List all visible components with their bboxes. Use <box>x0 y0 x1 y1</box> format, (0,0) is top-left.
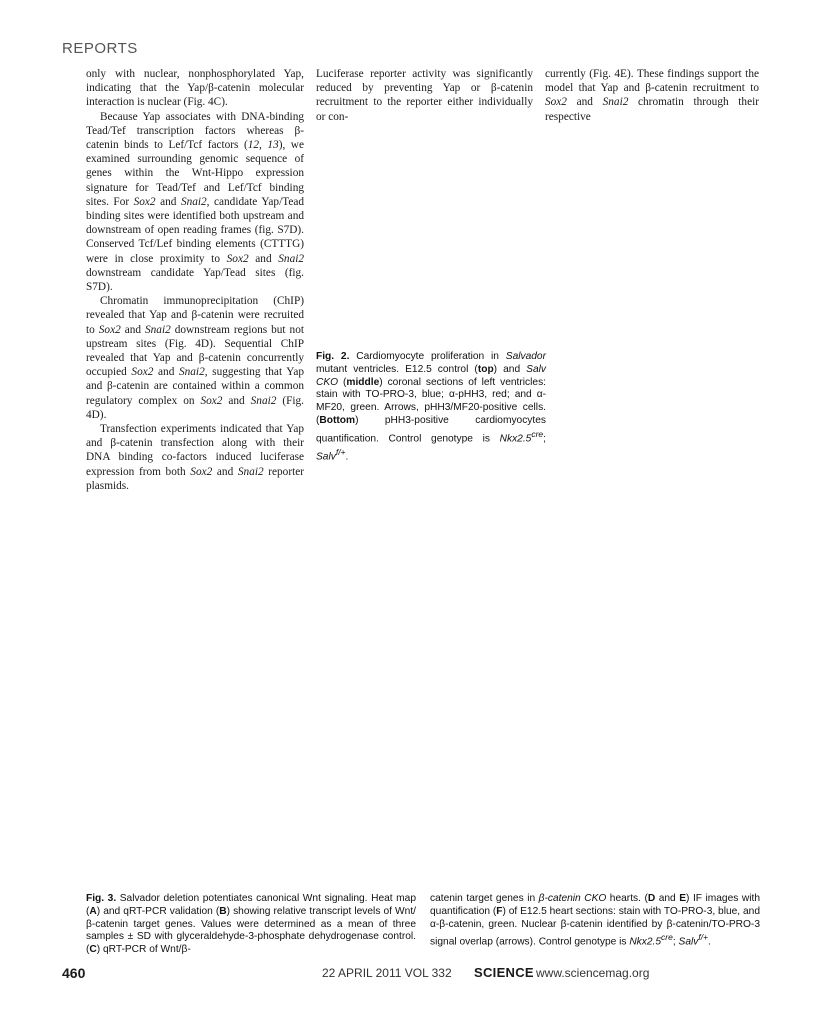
text-bold: top <box>477 363 494 375</box>
text-run: , candidate Yap/Tead binding sites were identified both upstream and downstream of open reading frames (fig. S7D). Conserved Tcf/Lef binding elements (CTTTG) were in close proximity to <box>86 195 304 265</box>
text-run: ) qRT-PCR of Wnt/β- <box>96 944 191 956</box>
text-run: and <box>222 394 251 407</box>
paragraph-1: only with nuclear, nonphosphorylated Yap, indicating that the Yap/β-catenin molecular interaction is nuclear (Fig. 4C). <box>86 68 304 109</box>
text-run: downstream regions but not upstream sites (Fig. 4D). Sequential ChIP revealed that Yap and β-catenin concurrently occupied <box>86 323 304 379</box>
text-run: , suggesting that Yap and β-catenin are contained within a common regulatory complex on <box>86 366 304 407</box>
text-run: . <box>345 451 349 463</box>
gene-sox2: Sox2 <box>98 323 121 336</box>
section-header: REPORTS <box>62 40 138 57</box>
text-bold: C <box>89 944 97 956</box>
gene-snai2: Snai2 <box>278 252 304 265</box>
figure-3-caption-left <box>86 893 416 957</box>
text-run: Transfection experiments indicated that Yap and β-catenin transfection along with their DNA binding co-factors induced luciferase expression from both <box>86 423 304 478</box>
text-run: Cardiomyocyte proliferation in <box>349 351 506 362</box>
text-run: ) of E12.5 heart sections: stain with TO-PRO-3, blue, and α-β-catenin, green. Nuclear β-catenin identified by β-catenin/TO-PRO-3 signal overlap (arrows). Control genotype is <box>430 905 760 948</box>
figure-label: Fig. 3. <box>86 893 117 904</box>
paragraph-6 <box>545 67 759 124</box>
text-run: and <box>212 465 238 478</box>
text-superscript: cre <box>531 428 544 439</box>
paragraph-5: Luciferase reporter activity was significantly reduced by preventing Yap or β-catenin recruitment to the reporter either individually or con- <box>316 68 533 123</box>
journal-url: www.sciencemag.org <box>536 966 650 980</box>
text-run: reporter plasmids. <box>86 465 305 492</box>
text-run: ), we examined surrounding genomic sequence of genes within the Wnt-Hippo expression signature for Tead/Tef and Lef/Tcf binding sites. For <box>86 139 304 208</box>
gene-snai2: Snai2 <box>237 465 264 478</box>
text-bold: middle <box>346 376 380 388</box>
text-superscript: f/+ <box>698 932 709 943</box>
text-run: ) pHH3-positive cardiomyocytes quantification. Control genotype is <box>316 414 546 445</box>
gene-snai2: Snai2 <box>250 394 277 407</box>
text-run: ; <box>672 936 679 948</box>
gene-sox2: Sox2 <box>226 252 249 265</box>
gene-sox2: Sox2 <box>200 394 223 407</box>
page-footer <box>62 965 762 983</box>
text-bold: A <box>89 905 97 917</box>
text-italic: β-catenin CKO <box>538 893 607 904</box>
text-run: ; <box>543 433 546 445</box>
paragraph-4 <box>86 422 304 493</box>
journal-name: SCIENCE <box>474 965 534 980</box>
text-run: Salvador deletion potentiates canonical Wnt signaling. Heat map ( <box>86 893 416 917</box>
figure-2-caption <box>316 351 546 464</box>
paragraph-2 <box>86 110 304 295</box>
body-column-1 <box>86 67 304 493</box>
paragraph-3 <box>86 294 304 422</box>
gene-snai2: Snai2 <box>180 195 207 208</box>
gene-sox2: Sox2 <box>545 96 567 109</box>
text-run: catenin target genes in <box>430 893 539 904</box>
text-bold: F <box>496 905 503 917</box>
text-run: ) showing relative transcript levels of Wnt/β-catenin target genes. Values were determined as a mean of three samples ± SD with glyceraldehyde-3-phosphate dehydrogenase control. ( <box>86 905 416 956</box>
text-run: and <box>566 96 603 109</box>
text-bold: B <box>219 905 227 917</box>
text-run: and <box>655 893 680 904</box>
reference-13: 13 <box>267 139 279 152</box>
page-number: 460 <box>62 965 86 981</box>
reference-12: 12 <box>247 139 260 152</box>
text-run: Chromatin immunoprecipitation (ChIP) revealed that Yap and β-catenin were recruited to <box>86 295 304 336</box>
text-run: hearts. ( <box>606 893 648 904</box>
text-italic: Salvador <box>505 351 546 362</box>
text-run: , <box>259 139 268 152</box>
text-run: (Fig. 4D). <box>86 394 304 421</box>
text-run: and <box>248 252 279 265</box>
body-column-2 <box>316 67 533 124</box>
text-italic: Nkx2.5 <box>499 433 532 445</box>
text-superscript: cre <box>661 932 673 943</box>
text-run: and <box>120 323 145 336</box>
gene-sox2: Sox2 <box>131 366 154 379</box>
text-bold: E <box>679 893 687 904</box>
body-column-3 <box>545 67 759 124</box>
gene-sox2: Sox2 <box>133 195 156 208</box>
text-run: ) and qRT-PCR validation ( <box>96 905 220 917</box>
gene-snai2: Snai2 <box>602 96 629 109</box>
issue-date: 22 APRIL 2011 VOL 332 <box>322 966 452 980</box>
text-superscript: f/+ <box>335 446 346 457</box>
gene-snai2: Snai2 <box>145 323 171 336</box>
text-run: and <box>155 195 181 208</box>
text-run: Because Yap associates with DNA-binding Tead/Tef transcription factors whereas β-catenin binds to Lef/Tcf factors ( <box>86 110 304 152</box>
figure-3-caption-right <box>430 893 760 950</box>
text-italic: Nkx2.5 <box>629 936 662 948</box>
text-italic: Salv <box>316 451 336 463</box>
text-run: ) IF images with quantification ( <box>430 893 760 917</box>
text-run: . <box>708 936 711 948</box>
text-run: ( <box>338 376 347 388</box>
text-italic: Salv CKO <box>316 363 546 388</box>
gene-sox2: Sox2 <box>190 465 213 478</box>
gene-snai2: Snai2 <box>178 366 205 379</box>
text-run: downstream candidate Yap/Tead sites (fig. S7D). <box>86 266 304 294</box>
text-run: ) and <box>493 363 527 375</box>
text-run: mutant ventricles. E12.5 control ( <box>316 363 478 375</box>
text-bold: D <box>647 893 656 904</box>
text-italic: Salv <box>678 936 699 948</box>
text-run: chromatin through their respective <box>545 96 759 123</box>
text-run: currently (Fig. 4E). These findings support the model that Yap and β-catenin recruitment to <box>545 68 759 95</box>
text-run: and <box>153 366 179 379</box>
text-bold: Bottom <box>319 414 356 426</box>
text-run: ) coronal sections of left ventricles: stain with TO-PRO-3, blue; α-pHH3, red; and α-MF20, green. Arrows, pHH3/MF20-positive cells. ( <box>316 376 546 426</box>
figure-label: Fig. 2. <box>316 351 350 362</box>
